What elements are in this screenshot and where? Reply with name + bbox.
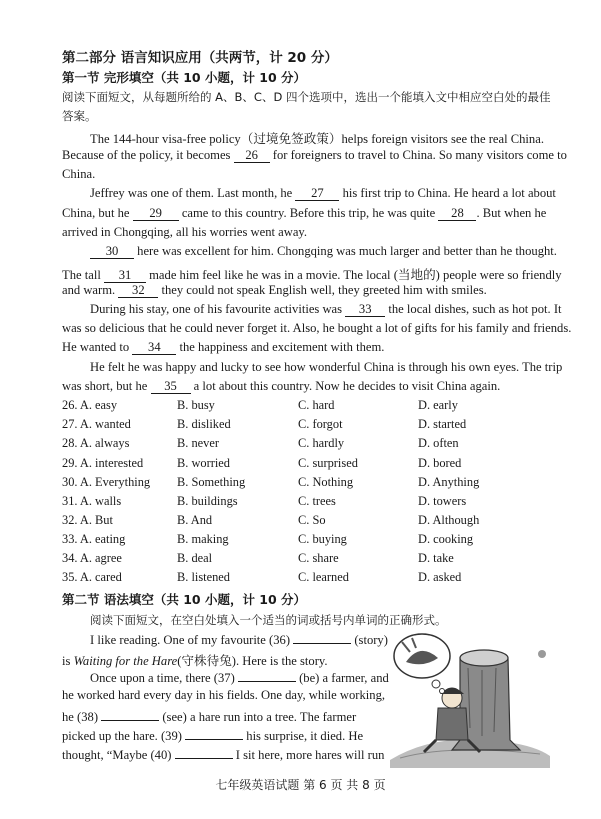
blank-31: 31 — [104, 269, 146, 283]
option-34b: B. deal — [177, 551, 213, 565]
option-27b: B. disliked — [177, 417, 231, 431]
section1-title: 第一节 完形填空（共 10 小题，计 10 分） — [62, 70, 307, 85]
option-34d: D. take — [418, 551, 454, 565]
option-34a: 34. A. agree — [62, 551, 122, 565]
blank-29: 29 — [133, 207, 179, 221]
option-28a: 28. A. always — [62, 436, 130, 450]
cloze-p4-line2: was so delicious that he could never forget it. Also, he bought a lot of gifts for his family and friends. — [62, 321, 572, 335]
cloze-p1-line3: China. — [62, 167, 96, 181]
option-33c: C. buying — [298, 532, 347, 546]
blank-35: 35 — [151, 380, 191, 394]
section2-instruction: 阅读下面短文，在空白处填入一个适当的词或括号内单词的正确形式。 — [90, 613, 447, 627]
option-30a: 30. A. Everything — [62, 475, 151, 489]
option-30d: D. Anything — [418, 475, 480, 489]
blank-37 — [238, 669, 296, 682]
option-26d: D. early — [418, 398, 458, 412]
option-33d: D. cooking — [418, 532, 474, 546]
blank-40 — [175, 746, 233, 759]
option-29d: D. bored — [418, 456, 462, 470]
thought-bubble-dot — [432, 680, 440, 688]
blank-32: 32 — [118, 284, 158, 298]
cloze-p5-line2: was short, but he 35 a lot about this country. Now he decides to visit China again. — [62, 379, 501, 393]
farmer-body — [436, 708, 468, 740]
cloze-p2-line1: Jeffrey was one of them. Last month, he 27 his first trip to China. He heard a lot about — [90, 186, 556, 200]
option-26b: B. busy — [177, 398, 215, 412]
option-32a: 32. A. But — [62, 513, 113, 527]
option-33b: B. making — [177, 532, 229, 546]
plant-shape — [538, 650, 546, 658]
option-30c: C. Nothing — [298, 475, 354, 489]
option-29a: 29. A. interested — [62, 456, 144, 470]
blank-28: 28 — [438, 207, 476, 221]
grammar-line2: is Waiting for the Hare(守株待兔). Here is the story. — [62, 654, 328, 668]
option-34c: C. share — [298, 551, 339, 565]
option-28c: C. hardly — [298, 436, 345, 450]
cloze-p1-line2: Because of the policy, it becomes 26 for foreigners to travel to China. So many visitors come to — [62, 148, 567, 162]
grammar-line7: thought, “Maybe (40) I sit here, more hares will run — [62, 748, 385, 762]
option-26a: 26. A. easy — [62, 398, 118, 412]
section2-title: 第二节 语法填空（共 10 小题，计 10 分） — [62, 592, 307, 607]
option-35b: B. listened — [177, 570, 230, 584]
cloze-p4-line1: During his stay, one of his favourite activities was 33 the local dishes, such as hot pot. It — [90, 302, 562, 316]
option-32c: C. So — [298, 513, 326, 527]
blank-26: 26 — [234, 149, 270, 163]
section1-instruction-line2: 答案。 — [62, 109, 97, 123]
cloze-p3-line2: The tall 31 made him feel like he was in a movie. The local (当地的) people were so friendly — [62, 268, 562, 282]
option-27a: 27. A. wanted — [62, 417, 131, 431]
book-title: Waiting for the Hare — [73, 654, 178, 668]
page-footer: 七年级英语试题 第 6 页 共 8 页 — [215, 778, 386, 792]
cloze-p3-line1: 30 here was excellent for him. Chongqing was much larger and better than he thought. — [90, 244, 557, 259]
blank-27: 27 — [295, 187, 339, 201]
blank-38 — [101, 708, 159, 721]
cloze-p2-line3: arrived in Chongqing, all his worries went away. — [62, 225, 308, 239]
blank-33: 33 — [345, 303, 385, 317]
option-28d: D. often — [418, 436, 459, 450]
option-35a: 35. A. cared — [62, 570, 122, 584]
cloze-p2-line2: China, but he 29 came to this country. Before this trip, he was quite 28 . But when he — [62, 206, 547, 220]
option-31a: 31. A. walls — [62, 494, 122, 508]
option-28b: B. never — [177, 436, 219, 450]
option-35c: C. learned — [298, 570, 349, 584]
option-32b: B. And — [177, 513, 213, 527]
thought-bubble-dot-small — [440, 689, 445, 694]
option-33a: 33. A. eating — [62, 532, 126, 546]
stump-top-shape — [460, 650, 508, 666]
option-31d: D. towers — [418, 494, 467, 508]
cloze-p1-line1: The 144-hour visa-free policy（过境免签政策）helps foreign visitors see the real China. — [90, 132, 544, 146]
option-35d: D. asked — [418, 570, 462, 584]
blank-39 — [185, 727, 243, 740]
option-29b: B. worried — [177, 456, 230, 470]
grammar-line4: he worked hard every day in his fields. One day, while working, — [62, 688, 386, 702]
grammar-line1: I like reading. One of my favourite (36) (story) — [90, 633, 388, 647]
option-31b: B. buildings — [177, 494, 238, 508]
grammar-line6: picked up the hare. (39) his surprise, it died. He — [62, 729, 364, 743]
cloze-p3-line3: and warm. 32 they could not speak English well, they greeted him with smiles. — [62, 283, 487, 297]
option-29c: C. surprised — [298, 456, 358, 470]
option-27d: D. started — [418, 417, 467, 431]
blank-36 — [293, 631, 351, 644]
option-32d: D. Although — [418, 513, 480, 527]
cloze-p4-line3: He wanted to 34 the happiness and excitement with them. — [62, 340, 385, 354]
cloze-p5-line1: He felt he was happy and lucky to see how wonderful China is through his own eyes. The trip — [90, 360, 563, 374]
section1-instruction-line1: 阅读下面短文，从每题所给的 A、B、C、D 四个选项中，选出一个能填入文中相应空白处的最佳 — [62, 90, 551, 104]
part-title: 第二部分 语言知识应用（共两节，计 20 分） — [62, 50, 338, 66]
option-26c: C. hard — [298, 398, 335, 412]
option-31c: C. trees — [298, 494, 336, 508]
blank-30: 30 — [90, 245, 134, 259]
blank-34: 34 — [132, 341, 176, 355]
waiting-for-hare-illustration — [390, 628, 550, 768]
grammar-line3: Once upon a time, there (37) (be) a farmer, and — [90, 671, 389, 685]
option-27c: C. forgot — [298, 417, 343, 431]
grammar-line5: he (38) (see) a hare run into a tree. The farmer — [62, 710, 357, 724]
option-30b: B. Something — [177, 475, 246, 489]
